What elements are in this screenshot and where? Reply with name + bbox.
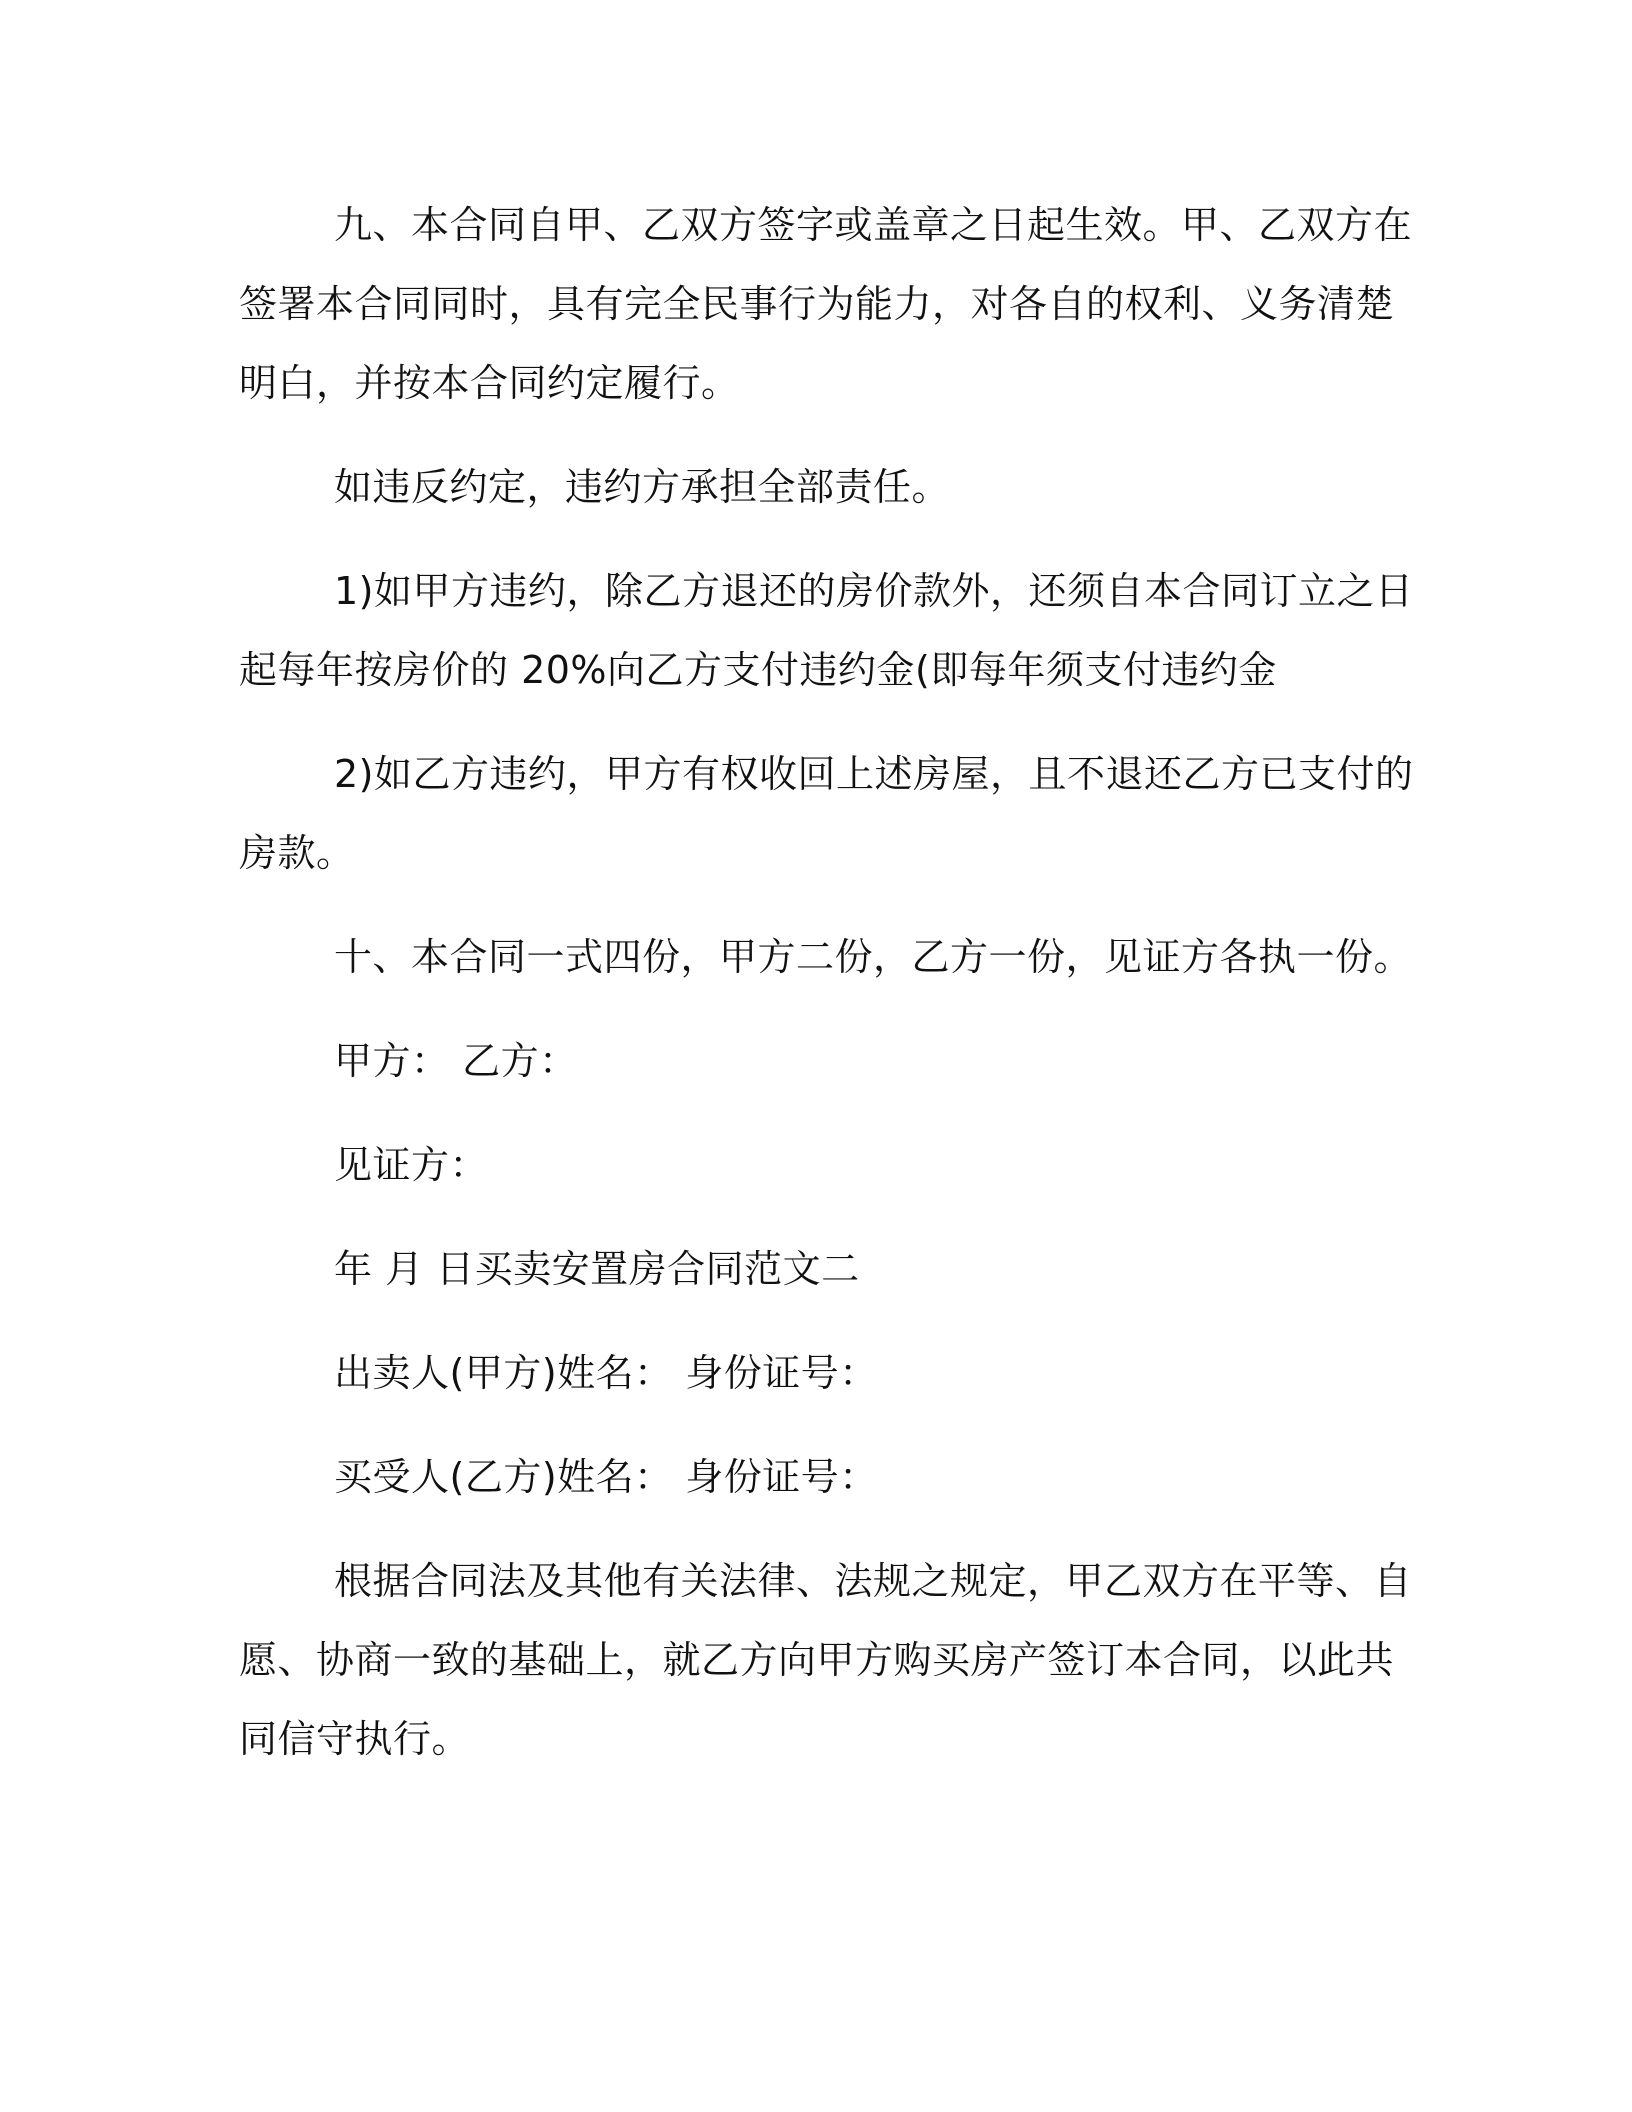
text-line: 买受人(乙方)姓名： 身份证号： [334, 1455, 878, 1499]
text-line: 明白，并按本合同约定履行。 [239, 361, 740, 405]
date-and-title-2 [239, 1230, 1379, 1309]
text-line: 十、本合同一式四份，甲方二份，乙方一份，见证方各执一份。 [334, 935, 1413, 979]
text-line: 房款。 [239, 831, 355, 875]
signature-parties [239, 1022, 1379, 1101]
text-line: 1)如甲方违约，除乙方退还的房价款外，还须自本合同订立之日 [334, 569, 1414, 613]
text-line: 出卖人(甲方)姓名： 身份证号： [334, 1351, 878, 1395]
text-line: 根据合同法及其他有关法律、法规之规定，甲乙双方在平等、自 [334, 1559, 1413, 1603]
text-line: 九、本合同自甲、乙双方签字或盖章之日起生效。甲、乙双方在 [334, 203, 1413, 247]
paragraph-clause-9 [239, 186, 1413, 423]
text-line: 如违反约定，违约方承担全部责任。 [334, 465, 951, 509]
text-line: 见证方： [334, 1143, 489, 1187]
seller-info [239, 1334, 1379, 1413]
signature-witness [239, 1126, 1379, 1205]
text-line: 同信守执行。 [239, 1717, 471, 1761]
buyer-info [239, 1438, 1379, 1517]
paragraph-clause-10 [239, 918, 1413, 997]
paragraph-party-b-breach [239, 735, 1414, 893]
text-line: 甲方： 乙方： [334, 1039, 578, 1083]
paragraph-breach [239, 448, 1379, 527]
text-line: 年 月 日买卖安置房合同范文二 [334, 1247, 860, 1291]
paragraph-preamble [239, 1542, 1413, 1779]
text-line: 2)如乙方违约，甲方有权收回上述房屋，且不退还乙方已支付的 [334, 752, 1414, 796]
text-line: 起每年按房价的 20%向乙方支付违约金(即每年须支付违约金 [239, 648, 1277, 692]
paragraph-party-a-breach [239, 552, 1414, 710]
document-body [239, 186, 1414, 1804]
text-line: 愿、协商一致的基础上，就乙方向甲方购买房产签订本合同，以此共 [239, 1638, 1395, 1682]
text-line: 签署本合同同时，具有完全民事行为能力，对各自的权利、义务清楚 [239, 282, 1395, 326]
